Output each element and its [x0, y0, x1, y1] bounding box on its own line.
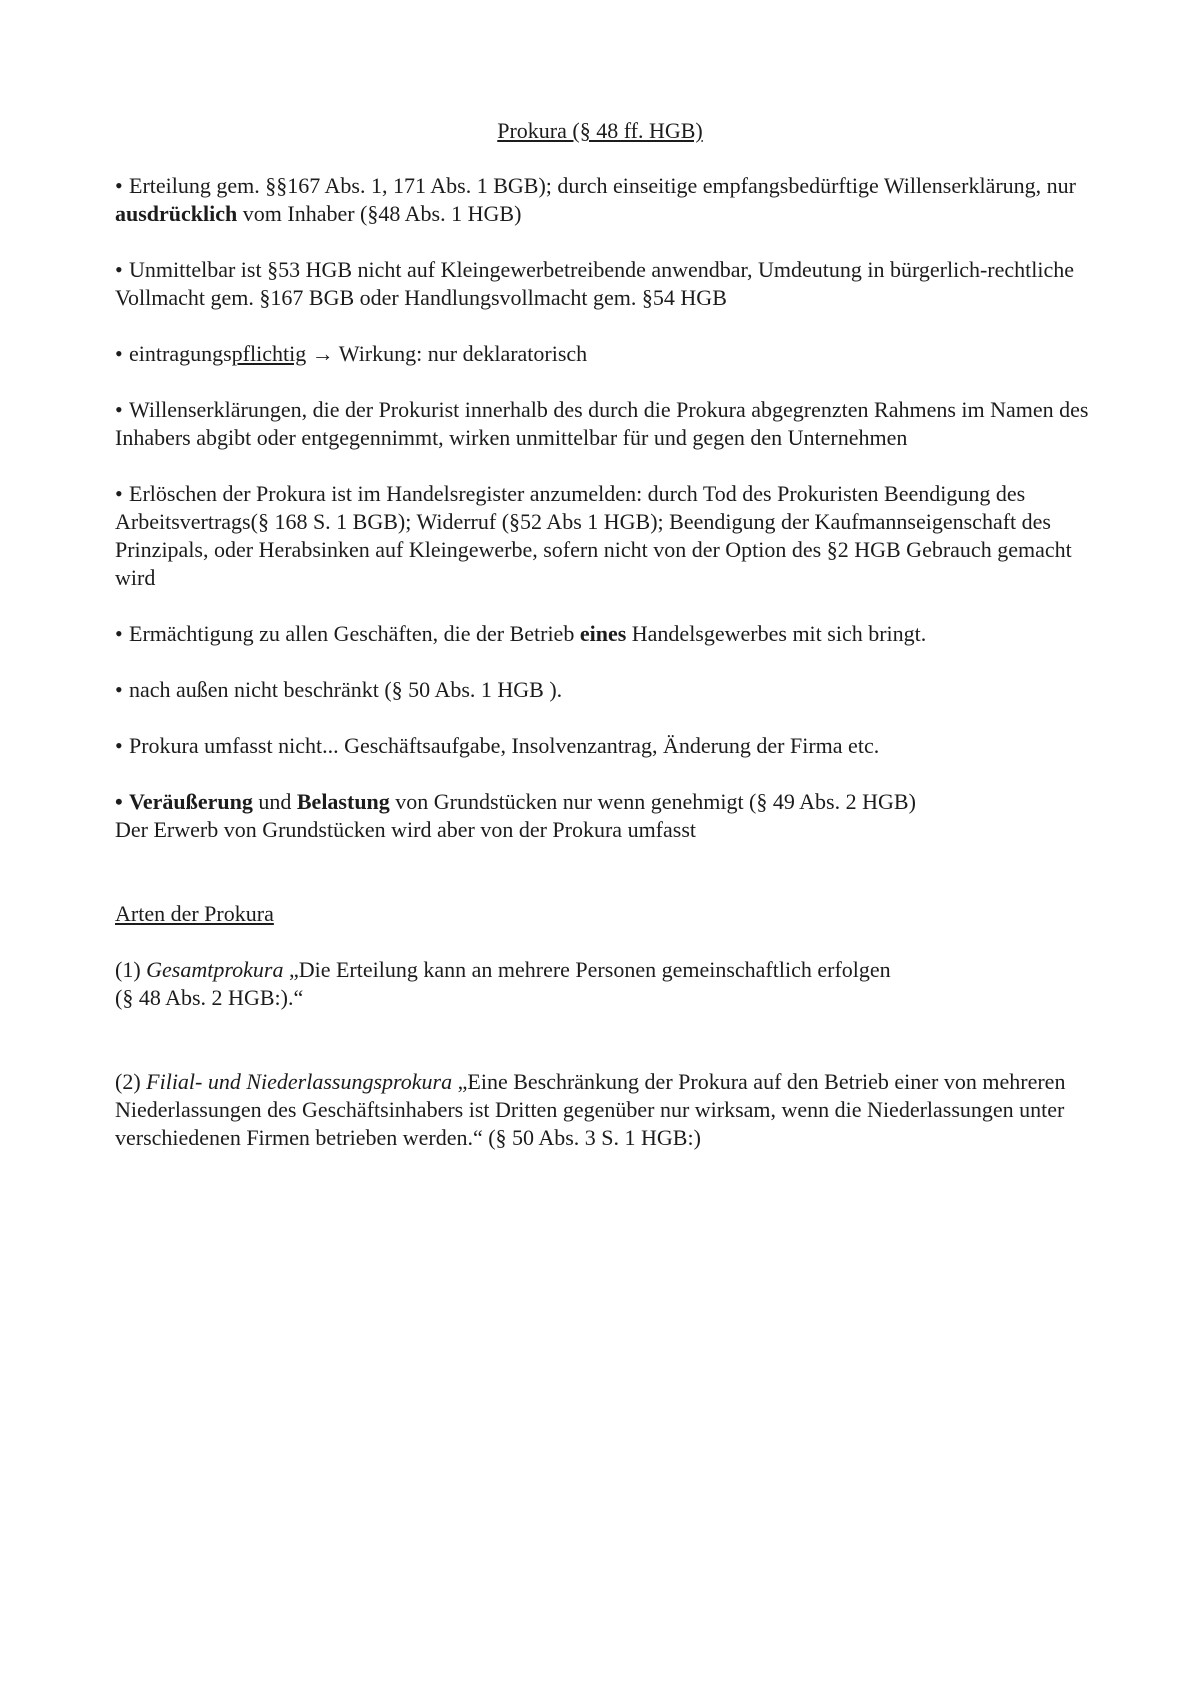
- term-gesamtprokura: Gesamtprokura: [146, 957, 284, 982]
- text: Prokura umfasst nicht... Geschäftsaufgabe, Insolvenzantrag, Änderung der Firma etc.: [129, 733, 880, 758]
- paragraph-gesamtprokura: [115, 956, 1115, 1012]
- bullet-icon: •: [115, 257, 123, 282]
- term-filialprokura: Filial- und Niederlassungsprokura: [146, 1069, 453, 1094]
- paragraph-nach-aussen: [115, 676, 1115, 704]
- emphasis-eines: eines: [579, 621, 627, 646]
- document-title: Prokura (§ 48 ff. HGB): [497, 118, 703, 143]
- bullet-icon: •: [115, 677, 123, 702]
- underlined-pflichtig: pflichtig: [231, 341, 307, 366]
- emphasis-belastung: Belastung: [296, 789, 390, 814]
- list-number: (1): [115, 957, 147, 982]
- bullet-icon: •: [115, 173, 123, 198]
- text: „Eine Beschränkung der Prokura auf den Betrieb einer von mehreren Niederlassungen des Geschäftsinhabers ist Dritten gegenüber nur wirksam, wenn die Niederlassungen unter verschiedenen Firmen betrieben werden.“ (§ 50 Abs. 3 S. 1 HGB:): [115, 1069, 1066, 1150]
- bullet-icon: •: [115, 733, 123, 758]
- list-number: (2): [115, 1069, 147, 1094]
- bullet-icon: •: [115, 789, 123, 814]
- paragraph-prokura-umfasst-nicht: [115, 732, 1115, 760]
- text: → Wirkung: nur deklaratorisch: [306, 341, 588, 366]
- paragraph-willenserklaerungen: [115, 396, 1115, 452]
- bullet-icon: •: [115, 621, 123, 646]
- text: Ermächtigung zu allen Geschäften, die der Betrieb: [129, 621, 580, 646]
- bullet-icon: •: [115, 481, 123, 506]
- document-body: [115, 172, 1115, 1180]
- text: „Die Erteilung kann an mehrere Personen gemeinschaftlich erfolgen: [283, 957, 891, 982]
- text: eintragungs: [129, 341, 232, 366]
- paragraph-veraeusserung: [115, 788, 1115, 844]
- emphasis-ausdruecklich: ausdrücklich: [115, 201, 238, 226]
- paragraph-ermaechtigung: [115, 620, 1115, 648]
- text: Der Erwerb von Grundstücken wird aber von der Prokura umfasst: [115, 817, 697, 842]
- text: (§ 48 Abs. 2 HGB:).“: [115, 985, 304, 1010]
- bullet-icon: •: [115, 397, 123, 422]
- paragraph-filialprokura: [115, 1068, 1115, 1152]
- section-heading: Arten der Prokura: [115, 901, 274, 926]
- paragraph-erloeschen: [115, 480, 1115, 592]
- bullet-icon: •: [115, 341, 123, 366]
- text: von Grundstücken nur wenn genehmigt (§ 49 Abs. 2 HGB): [389, 789, 916, 814]
- paragraph-erteilung: [115, 172, 1115, 228]
- paragraph-unmittelbar: [115, 256, 1115, 312]
- text: vom Inhaber (§48 Abs. 1 HGB): [237, 201, 522, 226]
- text: Handelsgewerbes mit sich bringt.: [626, 621, 927, 646]
- text: Erlöschen der Prokura ist im Handelsregister anzumelden: durch Tod des Prokuristen Beendigung des Arbeitsvertrags(§ 168 S. 1 BGB); Widerruf (§52 Abs 1 HGB); Beendigung der Kaufmannseigenschaft des Prinzipals, oder Herabsinken auf Kleingewerbe, sofern nicht von der Option des §2 HGB Gebrauch gemacht wird: [115, 481, 1072, 590]
- paragraph-eintragungspflichtig: [115, 340, 1115, 368]
- text: und: [252, 789, 297, 814]
- text: Willenserklärungen, die der Prokurist innerhalb des durch die Prokura abgegrenzten Rahmens im Namen des Inhabers abgibt oder entgegennimmt, wirken unmittelbar für und gegen den Unternehmen: [115, 397, 1089, 450]
- emphasis-veraeusserung: Veräußerung: [129, 789, 253, 814]
- text: Erteilung gem. §§167 Abs. 1, 171 Abs. 1 BGB); durch einseitige empfangsbedürftige Willenserklärung, nur: [129, 173, 1076, 198]
- text: nach außen nicht beschränkt (§ 50 Abs. 1 HGB ).: [129, 677, 563, 702]
- text: Unmittelbar ist §53 HGB nicht auf Kleingewerbetreibende anwendbar, Umdeutung in bürgerlich-rechtliche Vollmacht gem. §167 BGB oder Handlungsvollmacht gem. §54 HGB: [115, 257, 1075, 310]
